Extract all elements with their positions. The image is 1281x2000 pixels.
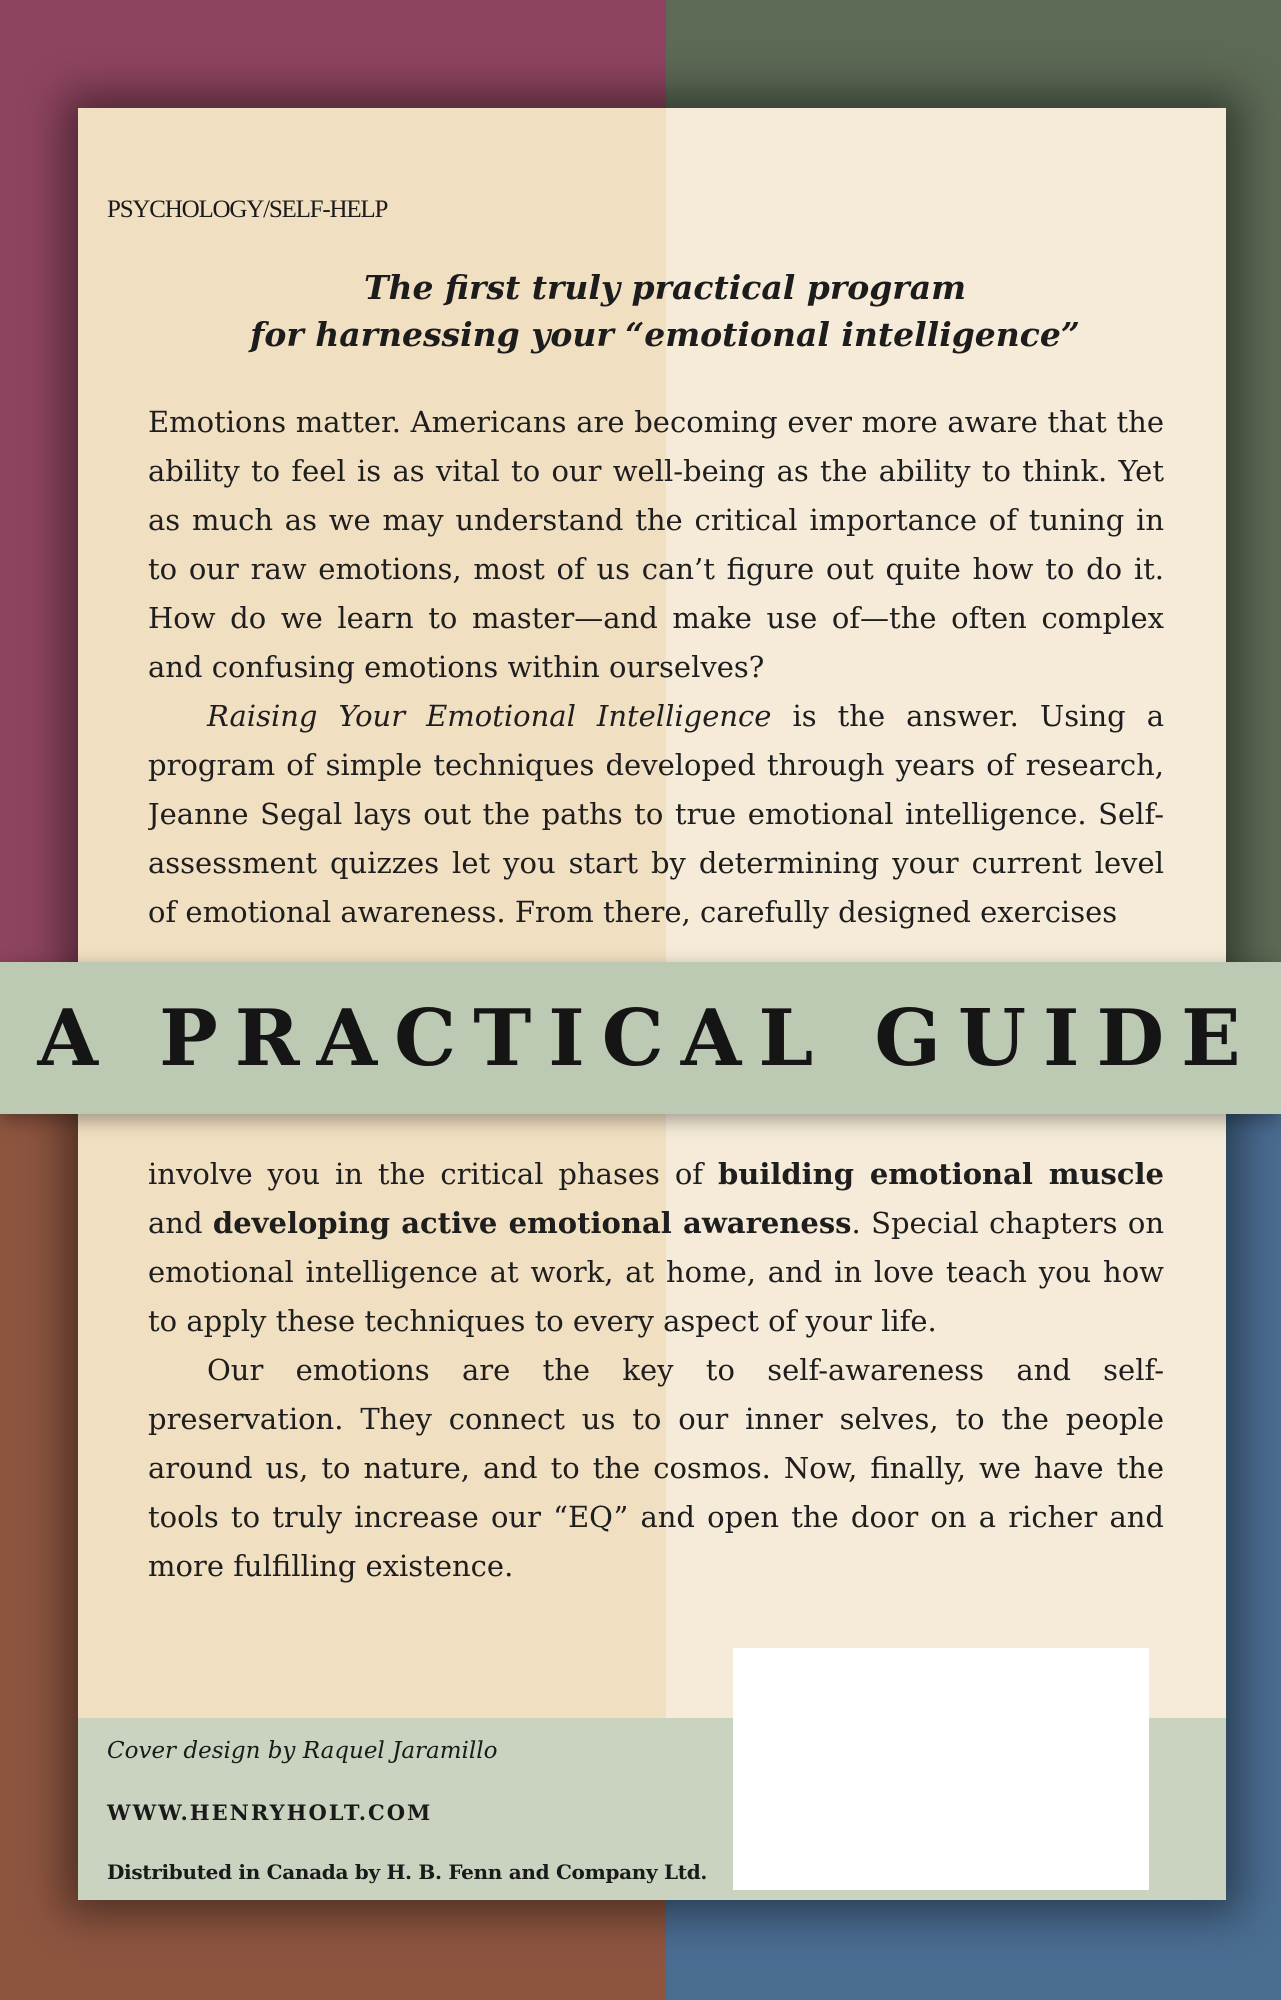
book-title: Raising Your Emotional Intelligence [207,699,772,733]
barcode-area [733,1648,1149,1890]
paragraph-2-end [148,1150,1164,1346]
paragraph-2-text-d: . Special chapters on emotional intelligence at work, at home, and in love teach you how to apply these techniques to every aspect of your life. [148,1206,1164,1338]
tagline-line-1: The first truly practical program [364,268,966,307]
description-top [148,398,1164,934]
paragraph-2-text-b: involve you in the critical phases of [148,1157,718,1191]
paragraph-2-text-c: and [148,1206,213,1240]
tagline-line-2: for harnessing your “emotional intelligence” [250,315,1080,354]
paragraph-1: Emotions matter. Americans are becoming ever more aware that the ability to feel is as vital to our well-being as the ability to think. Yet as much as we may understand the critical importance of tuning in to our raw emotions, most of us can’t figure out quite how to do it. How do we learn to master—and make use of—the often complex and confusing emotions within ourselves? [148,405,1164,684]
distribution-credit: Distributed in Canada by H. B. Fenn and Company Ltd. [107,1860,708,1884]
description-bottom [148,1150,1164,1591]
paragraph-2-text-a: is the answer. Using a program of simple techniques developed through years of research, Jeanne Segal lays out the paths to true emotional intelligence. Self-assessment quizzes let you start by determining your current level of emotional awareness. From there, carefully designed exercises [148,699,1164,929]
cover-design-credit: Cover design by Raquel Jaramillo [107,1738,498,1764]
publisher-url: WWW.HENRYHOLT.COM [107,1800,433,1825]
band-title: A PRACTICAL GUIDE [37,992,1258,1084]
paragraph-3: Our emotions are the key to self-awareness and self-preservation. They connect us to our inner selves, to the people around us, to nature, and to the cosmos. Now, finally, we have the tools to truly increase our “EQ” and open the door on a richer and more fulfilling existence. [148,1353,1164,1583]
category-label: PSYCHOLOGY/SELF-HELP [107,196,388,223]
phrase-emotional-muscle: building emotional muscle [717,1157,1164,1191]
paragraph-2-start [148,692,1164,934]
tagline [140,264,1190,358]
title-band [0,962,1281,1114]
phrase-active-awareness: developing active emotional awareness [212,1206,852,1240]
